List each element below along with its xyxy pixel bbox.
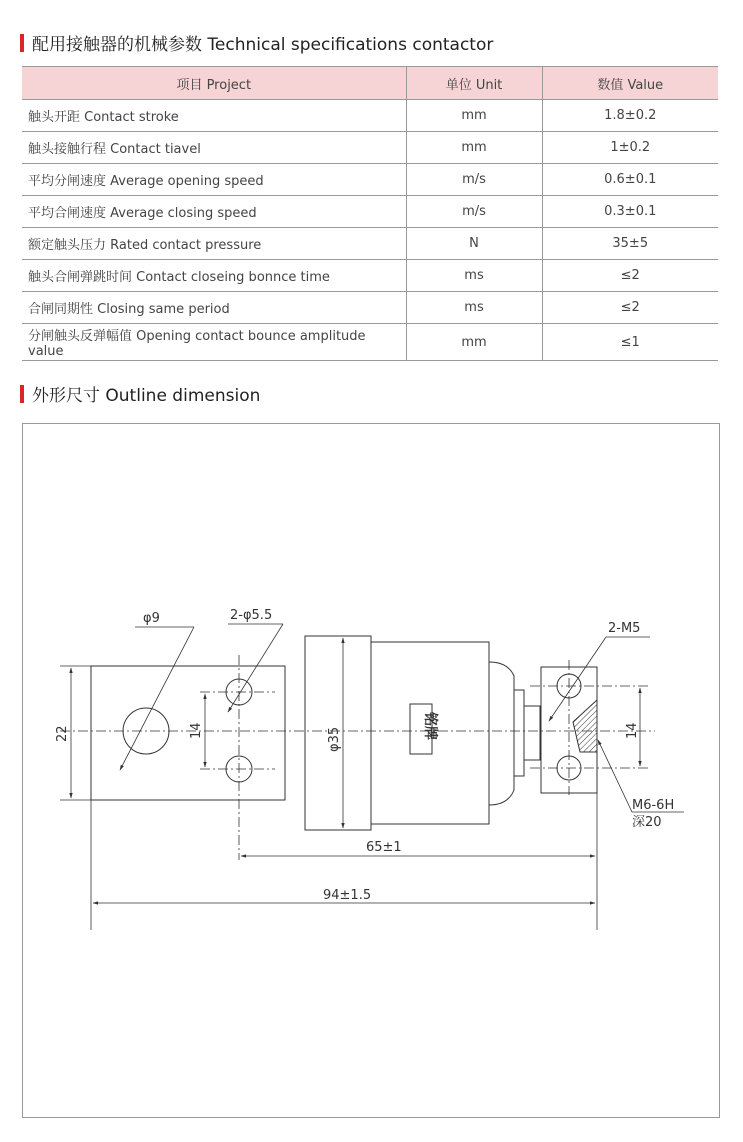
label-thread: M6-6H — [632, 798, 675, 813]
cell-unit: ms — [406, 292, 542, 324]
section-title-text: 外形尺寸 Outline dimension — [32, 386, 261, 406]
cell-unit: m/s — [406, 164, 542, 196]
cell-project: 额定触头压力 Rated contact pressure — [22, 228, 406, 260]
cell-project: 分闸触头反弹幅值 Opening contact bounce amplitude value — [22, 324, 406, 361]
cell-project: 平均分闸速度 Average opening speed — [22, 164, 406, 196]
cell-value: 0.3±0.1 — [542, 196, 718, 228]
cell-value: 1.8±0.2 — [542, 100, 718, 132]
cell-value: 0.6±0.1 — [542, 164, 718, 196]
left-terminal-plate — [91, 666, 285, 800]
cell-project: 合闸同期性 Closing same period — [22, 292, 406, 324]
thread-hatch — [573, 700, 597, 752]
label-22: 22 — [55, 725, 70, 742]
label-14-left: 14 — [189, 722, 204, 739]
leader-phi9 — [120, 627, 194, 770]
cell-value: ≤1 — [542, 324, 718, 361]
cell-project: 触头开距 Contact stroke — [22, 100, 406, 132]
label-phi35: φ35 — [327, 726, 342, 752]
cell-value: 1±0.2 — [542, 132, 718, 164]
cell-unit: N — [406, 228, 542, 260]
label-14-right: 14 — [625, 722, 640, 739]
label-holes: 2-φ5.5 — [230, 608, 273, 623]
cell-unit: mm — [406, 100, 542, 132]
header-value: 数值 Value — [542, 67, 718, 100]
cell-project: 平均合闸速度 Average closing speed — [22, 196, 406, 228]
cell-project: 触头合闸弹跳时间 Contact closeing bonnce time — [22, 260, 406, 292]
label-65: 65±1 — [366, 840, 402, 855]
cell-value: 35±5 — [542, 228, 718, 260]
label-nameplate: 铭牌 — [422, 712, 438, 740]
leader-thread — [598, 740, 632, 812]
cell-unit: m/s — [406, 196, 542, 228]
header-project: 项目 Project — [22, 67, 406, 100]
neck-small — [524, 706, 540, 760]
cell-unit: mm — [406, 132, 542, 164]
label-phi9: φ9 — [143, 611, 160, 626]
label-m5: 2-M5 — [608, 621, 641, 636]
cell-unit: ms — [406, 260, 542, 292]
body-cap — [489, 662, 514, 805]
leader-holes — [228, 624, 283, 712]
cell-project: 触头接触行程 Contact tiavel — [22, 132, 406, 164]
label-depth: 深20 — [632, 815, 662, 830]
neck — [514, 690, 524, 776]
header-unit: 单位 Unit — [406, 67, 542, 100]
section-title-text: 配用接触器的机械参数 Technical specifications contactor — [32, 35, 494, 55]
cell-unit: mm — [406, 324, 542, 361]
cell-value: ≤2 — [542, 292, 718, 324]
label-94: 94±1.5 — [323, 888, 372, 903]
cell-value: ≤2 — [542, 260, 718, 292]
